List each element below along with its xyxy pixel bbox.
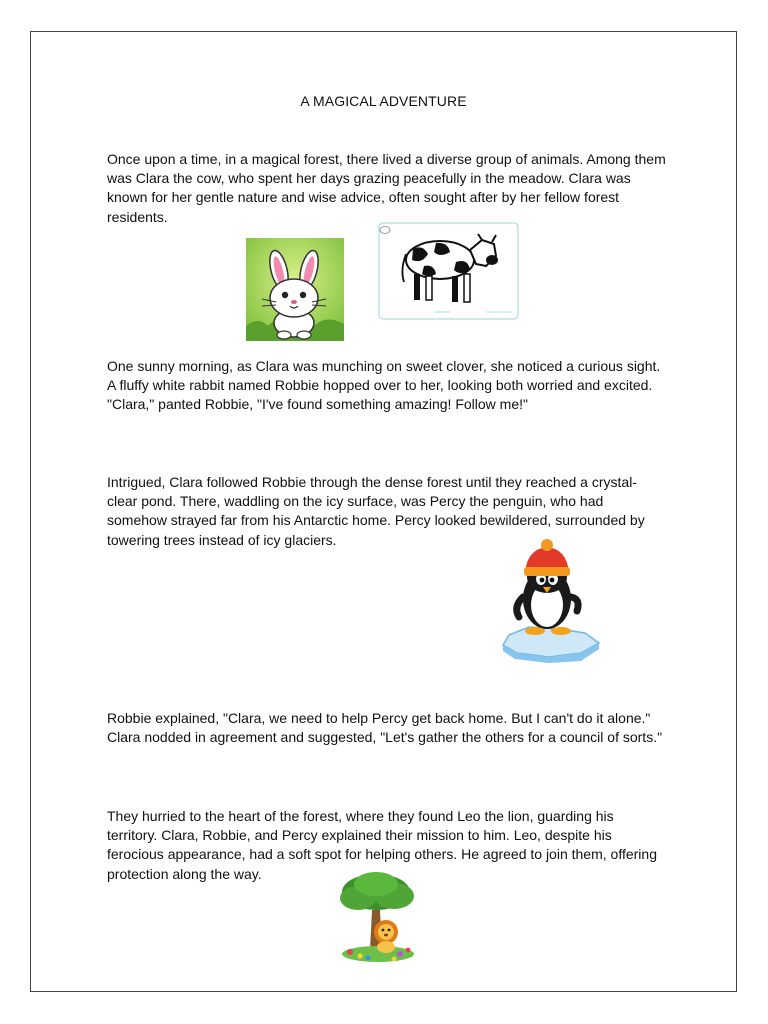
- paragraph-5: They hurried to the heart of the forest, where they found Leo the lion, guarding his territory. Clara, Robbie, and Percy explained their mission to him. Leo, despite his ferocious appearance, had a soft spot for helping others. He agreed to join them, offering protection along the way.: [107, 808, 657, 882]
- paragraph-3: Intrigued, Clara followed Robbie through the dense forest until they reached a crystal-clear pond. There, waddling on the icy surface, was Percy the penguin, who had somehow strayed far from his Antarctic home. Percy looked bewildered, surrounded by towering trees instead of icy glaciers.: [107, 474, 645, 548]
- document-page: [30, 31, 737, 992]
- lion-under-tree-illustration: [336, 870, 418, 962]
- rabbit-illustration: [246, 238, 344, 341]
- document-title: A MAGICAL ADVENTURE: [300, 93, 467, 109]
- penguin-illustration: [489, 537, 607, 663]
- paragraph-4: Robbie explained, "Clara, we need to help Percy get back home. But I can't do it alone." Clara nodded in agreement and suggested, "Let's gather the others for a council of sorts.": [107, 710, 663, 746]
- paragraph-1: Once upon a time, in a magical forest, there lived a diverse group of animals. Among them was Clara the cow, who spent her days grazing peacefully in the meadow. Clara was known for her gentle nature and wise advice, often sought after by her fellow forest residents.: [107, 151, 666, 225]
- cow-illustration: [378, 222, 519, 320]
- paragraph-2: One sunny morning, as Clara was munching on sweet clover, she noticed a curious sight. A fluffy white rabbit named Robbie hopped over to her, looking both worried and excited. "Clara," panted Robbie, "I've found something amazing! Follow me!": [107, 358, 661, 413]
